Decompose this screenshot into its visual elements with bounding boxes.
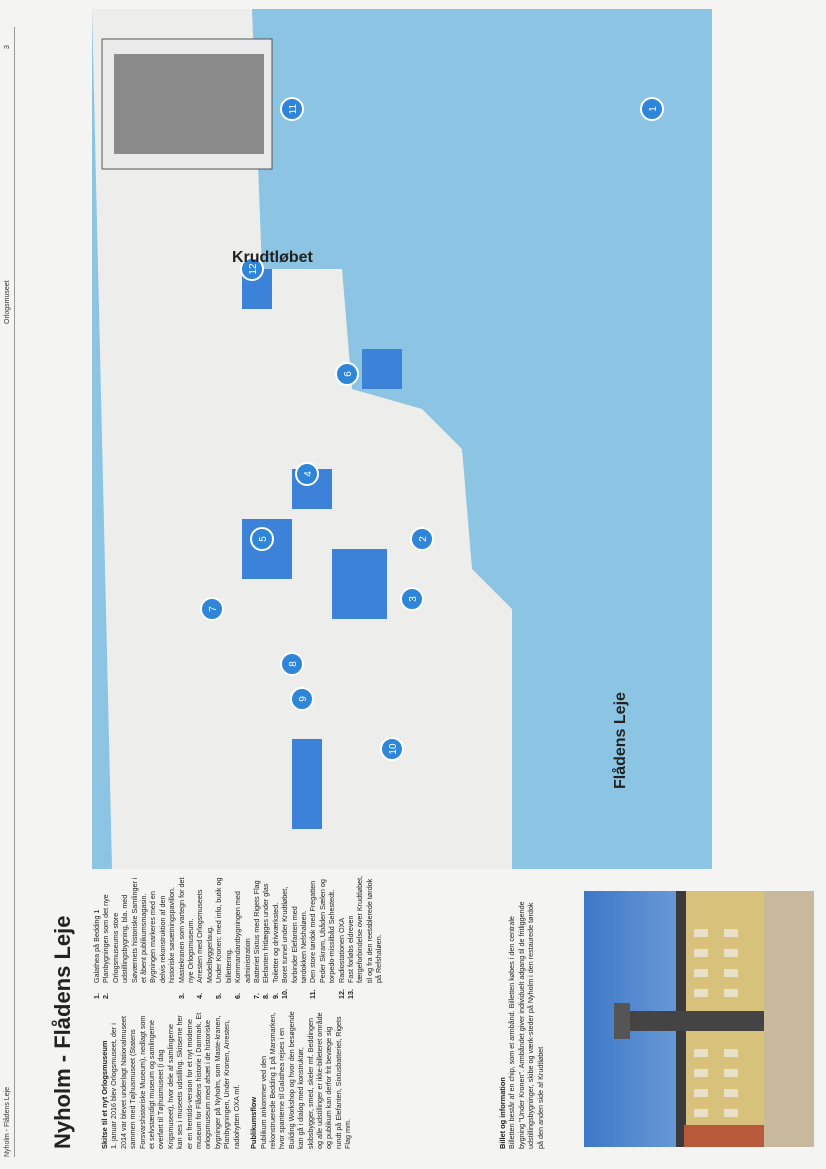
legend-text: Boret tunnel under Krudtløbet, forbinder Elefanten med tørdokken Nefshaløen.	[280, 886, 308, 983]
legend-text: Arresten med Orlogsmuseets Modelbyggerlaug.	[195, 889, 214, 983]
building-6	[362, 349, 402, 389]
legend-text: Toiletter og drivværksted.	[270, 902, 280, 983]
legend-item	[233, 873, 252, 999]
photo-illustration	[584, 891, 814, 1147]
harbour-map	[92, 9, 712, 869]
ticket-body: Billetten består af en chip, som et armbånd. Billetten købes i den centrale bygning "Under Kronen". Armbåndet giver individuelt adgang til de fritliggende udstillingsbygninger, skibe og værk-steder på Nyholm i den restaurede tørdok på den anden side af Krudtløbet	[507, 901, 545, 1149]
map-marker-label: 4	[303, 471, 314, 477]
text-column-left	[92, 1011, 361, 1149]
legend-number: 1.	[92, 993, 101, 999]
legend-item	[252, 873, 261, 999]
legend-number: 3.	[176, 993, 186, 999]
ticket-heading: Billet og information	[498, 1077, 507, 1149]
flow-body: Publikum ankommer ved den rekonstruerede Bedding 1 på Marsmarken, hvor spanterne til Galathea rejses i en Building Workshop og hvor den besøgende kan gå i dialog med konstruktør, skibsbygger, smed, skeler mf. Beddingen og alle udstillinger er ikke-billeteret område og publikum kan derfor frit bevæge sig rundt på Elefanten, Sixtusbatteriet, Rigets Flag mm.	[258, 1011, 353, 1149]
map-marker-label: 6	[343, 371, 354, 377]
legend-text: Kommandantbygningen med administration	[233, 891, 252, 983]
legend-number: 11.	[308, 989, 318, 999]
map-marker-label: 9	[298, 696, 309, 702]
legend-number: 8.	[261, 993, 271, 999]
label-fladens-leje: Flådens Leje	[612, 692, 629, 789]
map-marker-label: 2	[418, 536, 429, 542]
legend-text: Radiostationen OXA	[336, 917, 346, 983]
legend-item	[346, 873, 384, 999]
legend-number: 13.	[345, 989, 355, 999]
museum-photo	[584, 891, 814, 1147]
legend-item	[280, 873, 308, 999]
legend-text: Batteriet Sixtus med Rigets Flag	[251, 880, 261, 983]
building-2	[332, 549, 387, 619]
map-marker-label: 10	[388, 743, 399, 755]
legend-text: Fast forløbs eldreven færgeforbindelse over Krudtløbet, til og fra den reetablerede tørdok på Refshaløen.	[345, 875, 384, 983]
header-left: Nyholm - Flådens Leje	[4, 1086, 11, 1157]
intro-body: 1. januar 2016 blev Orlogsmuseet, der i 2014 var blevet underlagt Nationalmuseet sammen med Tøjhusmuseet (Statens Forsvarshistoriske Museum), nedlagt som et selvstændigt museum og samlingerne overført til Tøjhusmuseet (i dag Krigsmuseet), hvor dele af samlingerne kan ses i museets udstilling. Skitserne her er en fremtids-version for et nyt moderne museum for Flådens historie i Danmark. Et orlogsmuseum med afsæt i de historiske bygninger på Nyholm, som Maste-kranen, Planbygningen, Under Kronen, Arresten, radiohytten OXA mf.	[109, 1012, 241, 1149]
legend-item	[337, 873, 346, 999]
legend-item	[92, 873, 101, 999]
legend-item	[195, 873, 214, 999]
text-column-list	[92, 873, 384, 999]
header-rule	[14, 27, 15, 1157]
legend-number: 5.	[214, 993, 224, 999]
legend-number: 4.	[195, 993, 205, 999]
legend-text: Mastekranen som vartegn for det nye Orlogsmuseum.	[176, 877, 196, 983]
flow-heading: Publikumsflow	[249, 1096, 259, 1149]
legend-item	[214, 873, 233, 999]
legend-item	[261, 873, 270, 999]
legend-item	[271, 873, 280, 999]
legend-item	[308, 873, 336, 999]
legend-item	[177, 873, 196, 999]
map-marker-label: 8	[288, 661, 299, 667]
legend-number: 2.	[101, 993, 111, 999]
legend-number: 12.	[336, 989, 346, 999]
legend-list	[92, 873, 384, 999]
map-marker-label: 5	[258, 536, 269, 542]
legend-text: Den store tørdok med Fregatten Peder Skram, Ubåden Sælen og torpedo-missilbåd Sehestedt.	[308, 879, 337, 983]
ticket-section	[498, 893, 545, 1149]
map-marker-label: 11	[288, 103, 299, 115]
map-marker-label: 3	[408, 596, 419, 602]
page-number: 3	[4, 45, 11, 49]
legend-item	[101, 873, 176, 999]
map-marker-label: 7	[208, 606, 219, 612]
legend-number: 10.	[280, 989, 290, 999]
legend-text: Elefanten fritlægges under glas	[261, 883, 271, 983]
legend-text: Galathea på Bedding 1	[92, 909, 101, 983]
intro-heading: Skitse til et nyt Orlogsmuseum	[100, 1040, 109, 1149]
drydock-basin	[114, 54, 264, 154]
legend-number: 6.	[233, 993, 243, 999]
header-middle: Orlogsmuseet	[4, 280, 11, 324]
label-krudtlobet: Krudtløbet	[232, 249, 313, 266]
legend-text: Under Kronen: med info, butik og billettering.	[214, 877, 233, 983]
page-title: Nyholm - Flådens Leje	[50, 915, 75, 1149]
building-9	[292, 739, 322, 829]
map-marker-label: 12	[248, 263, 259, 275]
map-marker-label: 1	[648, 106, 659, 112]
legend-number: 7.	[251, 993, 261, 999]
legend-number: 9.	[270, 993, 280, 999]
legend-text: Planbygningen som det nye Orlogsmuseums store udstillingsbygning, bla. med Søværnets historiske Samlinger i et åbent publikumsmagasin. Bygningen markeres med en delvis rekonstruktion af den historiske søsætningspavillon.	[101, 877, 177, 983]
